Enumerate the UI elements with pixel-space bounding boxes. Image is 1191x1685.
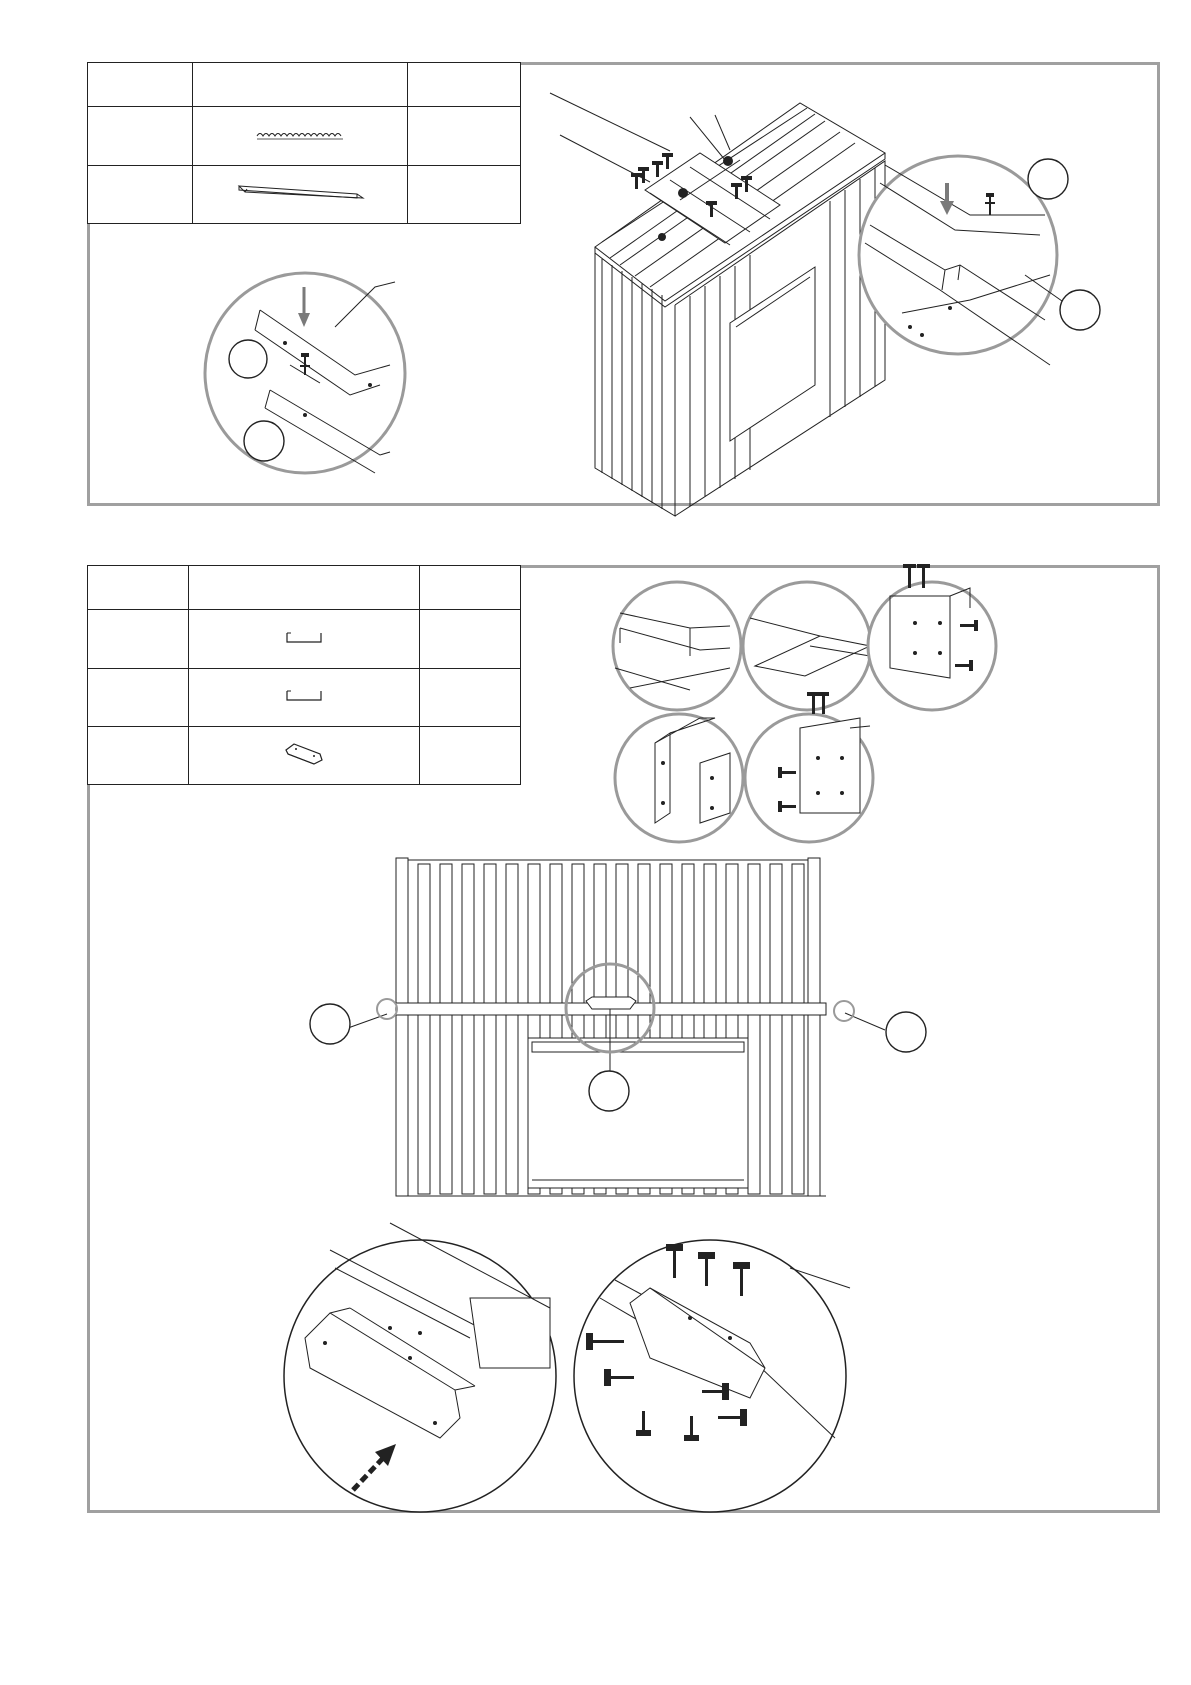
detail-circle-channel-fix bbox=[859, 156, 1100, 365]
callout-circle bbox=[886, 1012, 926, 1052]
detail-circle-mid-2 bbox=[745, 692, 873, 842]
highlight-circle bbox=[377, 999, 397, 1019]
callout-circle bbox=[244, 421, 284, 461]
panel-2-illustration bbox=[90, 568, 1163, 1516]
highlight-circle bbox=[834, 1001, 854, 1021]
detail-circle-joiner-insert bbox=[284, 1223, 556, 1512]
detail-circle-top-1 bbox=[613, 582, 741, 710]
detail-circle-top-3 bbox=[868, 564, 996, 710]
callout-circle bbox=[310, 1004, 350, 1044]
detail-circle-top-2 bbox=[743, 582, 871, 710]
step-panel-header-beam bbox=[87, 565, 1160, 1513]
detail-circle-joiner-fasten bbox=[574, 1240, 850, 1512]
panel-1-illustration bbox=[90, 65, 1163, 509]
shed-isometric-drawing bbox=[550, 93, 885, 516]
detail-circle-roof-fix bbox=[205, 273, 405, 473]
callout-circle bbox=[1028, 159, 1068, 199]
detail-circle-mid-1 bbox=[615, 714, 743, 842]
callout-circle bbox=[1060, 290, 1100, 330]
step-panel-roof-channel bbox=[87, 62, 1160, 506]
callout-circle bbox=[229, 340, 267, 378]
callout-circle bbox=[589, 1071, 629, 1111]
